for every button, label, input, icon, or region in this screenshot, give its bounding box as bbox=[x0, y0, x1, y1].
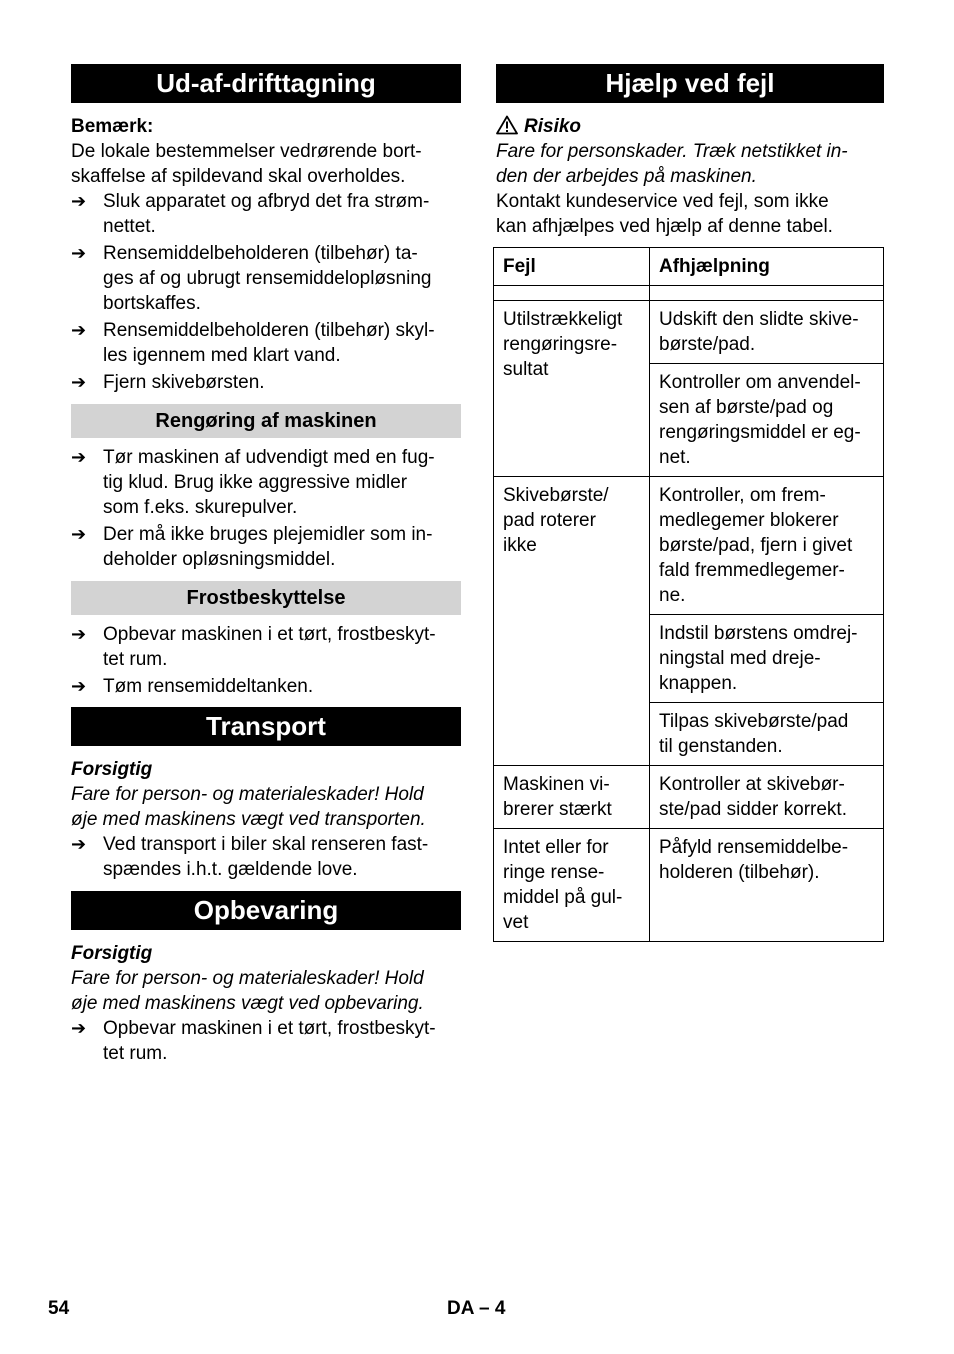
list-item: ➔ Ved transport i biler skal renseren fast- spændes i.h.t. gældende love. bbox=[71, 834, 429, 880]
list-decommission bbox=[71, 189, 461, 395]
arrow-right-icon: ➔ bbox=[71, 624, 87, 644]
list-item: ➔ Der må ikke bruges plejemidler som in- deholder opløsningsmiddel. bbox=[71, 524, 433, 570]
arrow-right-icon: ➔ bbox=[71, 676, 87, 696]
remedy-cell: Påfyld rensemiddelbe- holderen (tilbehør). bbox=[650, 829, 884, 942]
intro-text: Kontakt kundeservice ved fejl, som ikke kan afhjælpes ved hjælp af denne tabel. bbox=[496, 191, 833, 237]
remedy-cell: Kontroller, om frem- medlegemer blokerer børste/pad, fjern i givet fald fremmedlegemer- ne. bbox=[650, 477, 884, 615]
table-spacer bbox=[494, 286, 884, 301]
note-label: Bemærk: bbox=[71, 116, 154, 137]
arrow-right-icon: ➔ bbox=[71, 1018, 87, 1038]
list-item: ➔ Fjern skivebørsten. bbox=[71, 372, 265, 393]
caution-label: Forsigtig bbox=[71, 759, 153, 780]
heading-rengoering: Rengøring af maskinen bbox=[71, 404, 461, 438]
list-item: ➔ Sluk apparatet og afbryd det fra strøm- nettet. bbox=[71, 191, 430, 237]
arrow-right-icon: ➔ bbox=[71, 834, 87, 854]
arrow-right-icon: ➔ bbox=[71, 372, 87, 392]
list-item: ➔ Rensemiddelbeholderen (tilbehør) ta- ges af og ubrugt rensemiddelopløsning bortskaffes. bbox=[71, 243, 432, 314]
remedy-cell: Tilpas skivebørste/pad til genstanden. bbox=[650, 703, 884, 766]
note-text: De lokale bestemmelser vedrørende bort- skaffelse af spildevand skal overholdes. bbox=[71, 141, 422, 187]
heading-frostbeskyttelse: Frostbeskyttelse bbox=[71, 581, 461, 615]
fault-table bbox=[493, 247, 884, 942]
list-item: ➔ Opbevar maskinen i et tørt, frostbeskyt- tet rum. bbox=[71, 624, 436, 670]
heading-hjaelp-ved-fejl: Hjælp ved fejl bbox=[496, 64, 884, 103]
remedy-cell: Kontroller om anvendel- sen af børste/pad og rengøringsmiddel er eg- net. bbox=[650, 364, 884, 477]
table-row bbox=[494, 477, 884, 615]
fault-cell: Intet eller for ringe rense- middel på gul- vet bbox=[494, 829, 650, 942]
fault-cell: Utilstrækkeligt rengøringsre- sultat bbox=[494, 301, 650, 477]
remedy-cell: Kontroller at skivebør- ste/pad sidder korrekt. bbox=[650, 766, 884, 829]
list-item: ➔ Rensemiddelbeholderen (tilbehør) skyl- les igennem med klart vand. bbox=[71, 320, 435, 366]
table-row bbox=[494, 829, 884, 942]
risk-text: Fare for personskader. Træk netstikket in- den der arbejdes på maskinen. bbox=[496, 141, 848, 187]
warning-triangle-icon bbox=[496, 115, 518, 135]
fault-cell: Maskinen vi- brerer stærkt bbox=[494, 766, 650, 829]
table-header-row bbox=[494, 248, 884, 286]
caution-label: Forsigtig bbox=[71, 943, 153, 964]
list-item: ➔ Opbevar maskinen i et tørt, frostbeskyt- tet rum. bbox=[71, 1018, 436, 1064]
list-transport bbox=[71, 832, 461, 882]
page-number: 54 bbox=[48, 1298, 70, 1319]
caution-text: Fare for person- og materialeskader! Hold øje med maskinens vægt ved transporten. bbox=[71, 784, 426, 830]
right-column bbox=[496, 64, 884, 942]
list-item: ➔ Tør maskinen af udvendigt med en fug- tig klud. Brug ikke aggressive midler som f.eks. skurepulver. bbox=[71, 447, 435, 518]
list-frost bbox=[71, 622, 461, 699]
header-fejl: Fejl bbox=[494, 248, 650, 286]
arrow-right-icon: ➔ bbox=[71, 243, 87, 263]
remedy-cell: Indstil børstens omdrej- ningstal med dreje- knappen. bbox=[650, 615, 884, 703]
section-code: DA – 4 bbox=[447, 1298, 506, 1319]
arrow-right-icon: ➔ bbox=[71, 447, 87, 467]
table-row bbox=[494, 301, 884, 364]
heading-ud-af-drifttagning: Ud-af-drifttagning bbox=[71, 64, 461, 103]
remedy-cell: Udskift den slidte skive- børste/pad. bbox=[650, 301, 884, 364]
fault-cell: Skivebørste/ pad roterer ikke bbox=[494, 477, 650, 766]
left-column bbox=[71, 64, 461, 1068]
list-storage bbox=[71, 1016, 461, 1066]
heading-transport: Transport bbox=[71, 707, 461, 746]
heading-opbevaring: Opbevaring bbox=[71, 891, 461, 930]
table-row bbox=[494, 766, 884, 829]
header-afhjaelpning: Afhjælpning bbox=[650, 248, 884, 286]
arrow-right-icon: ➔ bbox=[71, 191, 87, 211]
risk-label-row: Risiko bbox=[496, 114, 884, 139]
list-item: ➔ Tøm rensemiddeltanken. bbox=[71, 676, 314, 697]
arrow-right-icon: ➔ bbox=[71, 320, 87, 340]
list-cleaning bbox=[71, 445, 461, 572]
caution-text: Fare for person- og materialeskader! Hold øje med maskinens vægt ved opbevaring. bbox=[71, 968, 424, 1014]
arrow-right-icon: ➔ bbox=[71, 524, 87, 544]
